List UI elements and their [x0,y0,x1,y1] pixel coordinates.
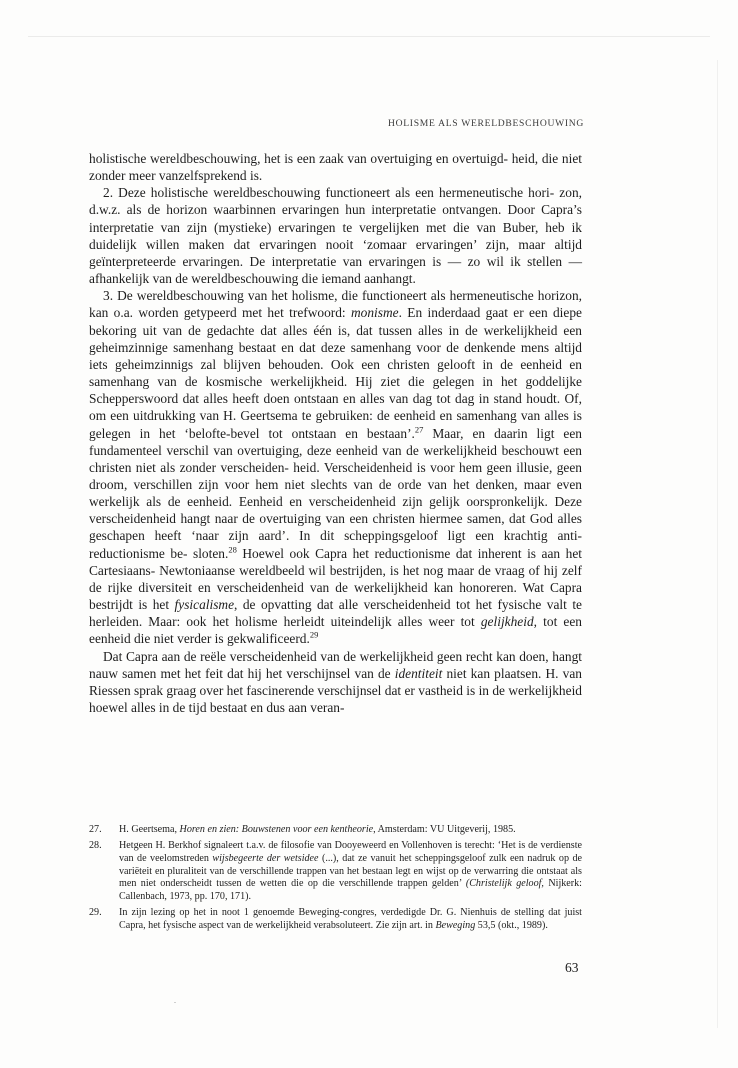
footnote-29 [89,907,582,932]
paragraph-2: 2. Deze holistische wereldbeschouwing functioneert als een hermeneutische hori- zon, d.w.z. als de horizon waarbinnen ervaringen hun interpretatie ontvangen. Door Capra’s interpretatie van zijn (mystieke) ervaringen te vergelijken met die van Buber, heb ik duidelijk willen maken dat ervaringen nooit ‘zomaar ervaringen’ zijn, maar altijd geïnterpreteerde ervaringen. De interpretatie van ervaringen is — zo wil ik stellen — afhankelijk van de wereldbeschouwing die iemand aanhangt. [89,185,582,287]
scan-border-right [717,60,718,1028]
footnote-28 [89,840,582,904]
footnote-number: 27. [89,824,102,835]
footnote-text: H. Geertsema, Horen en zien: Bouwstenen voor een kentheorie, Amsterdam: VU Uitgeverij, 1985. [119,824,516,835]
footnote-text: In zijn lezing op het in noot 1 genoemde Beweging-congres, verdedigde Dr. G. Nienhuis de stelling dat juist Capra, het fysische aspect van de werkelijkheid verabsoluteert. Zie zijn art. in Beweging 53,5 (okt., 1989). [119,907,582,931]
footnote-number: 29. [89,907,102,919]
scan-speck [174,1002,176,1003]
scan-border-top [28,36,710,37]
running-head: HOLISME ALS WERELDBESCHOUWING [387,118,584,129]
paragraph-4: Dat Capra aan de reële verscheidenheid van de werkelijkheid geen recht kan doen, hangt nauw samen met het feit dat hij het verschijnsel van de identiteit niet kan plaatsen. H. van Riessen sprak graag over het fascinerende verschijnsel dat er vastheid is in de werkelijkheid hoewel alles in de tijd bestaat en dus aan veran- [89,648,582,715]
body-text [89,150,582,716]
page-number: 63 [565,960,579,975]
footnote-number: 28. [89,840,102,852]
paragraph-1: holistische wereldbeschouwing, het is een zaak van overtuiging en overtuigd- heid, die niet zonder meer vanzelfsprekend is. [89,151,582,184]
paragraph-3: 3. De wereldbeschouwing van het holisme, die functioneert als hermeneutische horizon, kan o.a. worden getypeerd met het trefwoord: monisme. En inderdaad gaat er een diepe bekoring uit van de gedachte dat alles één is, dat tussen alles in de werkelijkheid een geheimzinnige samenhang bestaat en dat deze samenhang voor de denkende mens altijd iets geheimzinnigs zal blijven behouden. Ook een christen gelooft in de eenheid en samenhang van de kosmische werkelijkheid. Hij ziet die gelegen in het goddelijke Schepperswoord dat alles heeft doen ontstaan en alles van dag tot dag in stand houdt. Of, om een uitdrukking van H. Geertsema te gebruiken: de eenheid en samenhang van alles is gelegen in het ‘belofte-bevel tot ontstaan en bestaan’.$^{27}$ Maar, en daarin ligt een fundamenteel verschil van overtuiging, deze eenheid van de werkelijkheid beschouwt een christen niet als zonder verscheiden- heid. Verscheidenheid is voor hem geen illusie, geen droom, verschillen zijn voor hem niet slechts van de orde van het denken, maar even werkelijk als de eenheid. Eenheid en verscheidenheid zijn gelijk oorspronkelijk. Deze verscheidenheid hangt naar de overtuiging van een christen hiermee samen, dat God alles geschapen heeft ‘naar zijn aard’. In dit scheppingsgeloof ligt een krachtig anti-reductionisme be- sloten.$^{28}$ Hoewel ook Capra het reductionisme dat inherent is aan het Cartesiaans- Newtoniaanse wereldbeeld wil bestrijden, is het nog maar de vraag of hij zelf de rijke diversiteit en verscheidenheid van de werkelijkheid kan honoreren. Wat Capra bestrijdt is het fysicalisme, de opvatting dat alle verscheidenheid tot het fysische valt te herleiden. Maar: ook het holisme herleidt uiteindelijk alles weer tot gelijkheid, tot een eenheid die niet verder is gekwalificeerd.$^{29}$ [89,288,583,647]
footnotes [89,824,582,936]
footnote-27 [89,824,582,837]
footnote-text: Hetgeen H. Berkhof signaleert t.a.v. de filosofie van Dooyeweerd en Vollenhoven is terecht: ‘Het is de verdienste van de veelomstreden wijsbegeerte der wetsidee (...), dat ze vanuit het scheppingsgeloof zulk een nadruk op de variëteit en pluraliteit van de verschillende trappen van het bestaan legt en wijst op de verwarring die ontstaat als men niet onderscheidt tussen de wetten die op die verschillende trappen gelden’ (Christelijk geloof, Nijkerk: Callenbach, 1973, pp. 170, 171). [119,840,583,903]
